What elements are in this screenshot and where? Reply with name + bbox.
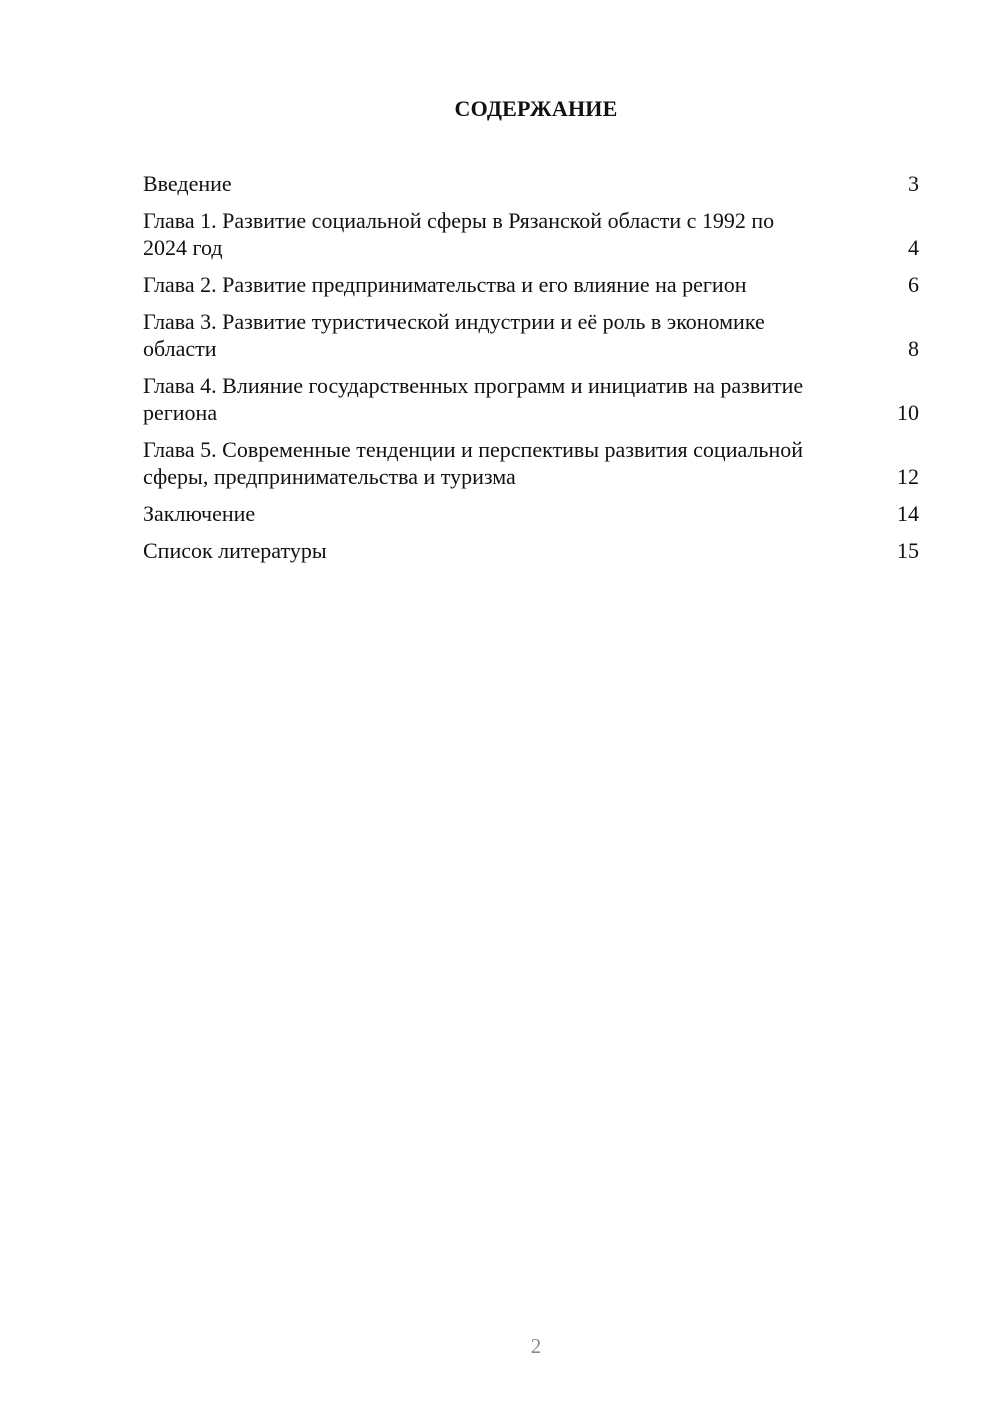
toc-entry-page: 14: [897, 501, 919, 526]
toc-entry-text: Глава 3. Развитие туристической индустрии и её роль в экономике области: [143, 309, 765, 361]
toc-entry-text: Глава 2. Развитие предпринимательства и его влияние на регион: [143, 272, 747, 297]
toc-entry-chapter-4[interactable]: [143, 372, 919, 426]
toc-entry-text: Заключение: [143, 501, 256, 526]
toc-entry-page: 8: [908, 336, 919, 361]
toc-entry-text: Список литературы: [143, 538, 327, 563]
toc-entry-page: 10: [897, 400, 919, 425]
toc-entry-page: 15: [897, 538, 919, 563]
toc-entry-text: Введение: [143, 171, 232, 196]
toc-entry-references[interactable]: [143, 537, 919, 564]
toc-entry-conclusion[interactable]: [143, 500, 919, 527]
page-number: 2: [530, 1334, 542, 1358]
toc-title: СОДЕРЖАНИЕ: [454, 96, 618, 121]
toc-entry-chapter-3[interactable]: [143, 308, 919, 362]
toc-entry-introduction[interactable]: [143, 170, 919, 197]
table-of-contents: [143, 170, 919, 574]
toc-entry-page: 6: [908, 272, 919, 297]
toc-entry-chapter-5[interactable]: [143, 436, 919, 490]
toc-entry-text: Глава 1. Развитие социальной сферы в Рязанской области с 1992 по 2024 год: [143, 208, 775, 260]
toc-entry-text: Глава 5. Современные тенденции и перспективы развития социальной сферы, предпринимательства и туризма: [143, 437, 803, 489]
toc-entry-page: 4: [908, 235, 919, 260]
toc-entry-page: 12: [897, 464, 919, 489]
toc-entry-text: Глава 4. Влияние государственных программ и инициатив на развитие региона: [143, 373, 804, 425]
toc-entry-chapter-1[interactable]: [143, 207, 919, 261]
toc-entry-chapter-2[interactable]: [143, 271, 919, 298]
toc-entry-page: 3: [908, 171, 919, 196]
